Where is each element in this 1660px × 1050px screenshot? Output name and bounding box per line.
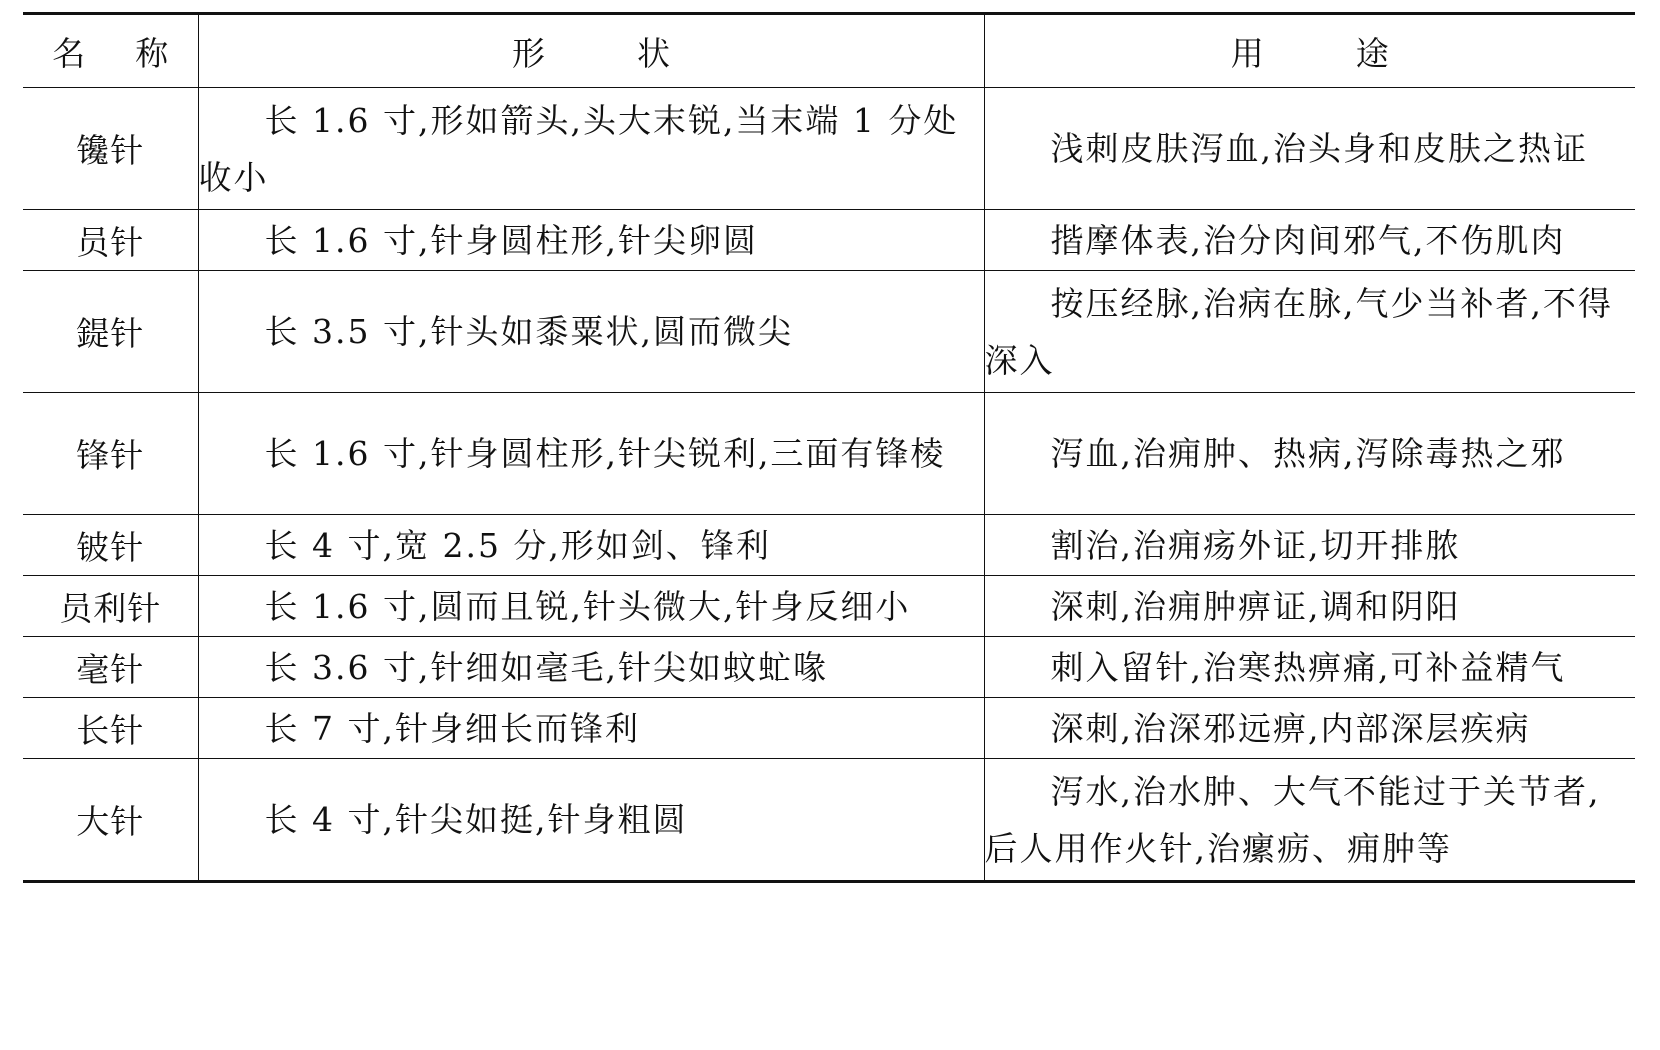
table-row xyxy=(23,271,1635,393)
needle-name: 员利针 xyxy=(59,588,162,628)
table-row xyxy=(23,759,1635,882)
needle-shape: 长 1.6 寸,形如箭头,头大末锐,当末端 1 分处收小 xyxy=(198,88,984,210)
needle-usage: 刺入留针,治寒热痹痛,可补益精气 xyxy=(984,637,1635,698)
needle-usage: 浅刺皮肤泻血,治头身和皮肤之热证 xyxy=(984,88,1635,210)
needle-usage: 深刺,治深邪远痹,内部深层疾病 xyxy=(984,698,1635,759)
table-row xyxy=(23,637,1635,698)
needle-shape: 长 1.6 寸,针身圆柱形,针尖锐利,三面有锋棱 xyxy=(198,393,984,515)
needle-shape: 长 4 寸,针尖如挺,针身粗圆 xyxy=(198,759,984,882)
table-row xyxy=(23,576,1635,637)
needle-name: 员针 xyxy=(76,222,145,262)
needle-shape: 长 7 寸,针身细长而锋利 xyxy=(198,698,984,759)
table-row xyxy=(23,515,1635,576)
header-usage: 用 途 xyxy=(984,14,1635,88)
table-header-row xyxy=(23,14,1635,88)
table-row xyxy=(23,210,1635,271)
needle-usage: 泻水,治水肿、大气不能过于关节者,后人用作火针,治瘰疬、痈肿等 xyxy=(984,759,1635,882)
needle-usage: 揩摩体表,治分肉间邪气,不伤肌肉 xyxy=(984,210,1635,271)
needle-shape: 长 3.5 寸,针头如黍粟状,圆而微尖 xyxy=(198,271,984,393)
needle-usage: 深刺,治痈肿痹证,调和阴阳 xyxy=(984,576,1635,637)
needle-name: 镵针 xyxy=(76,131,145,170)
needle-shape: 长 3.6 寸,针细如毫毛,针尖如蚊虻喙 xyxy=(198,637,984,698)
page xyxy=(23,12,1635,883)
needle-shape: 长 1.6 寸,圆而且锐,针头微大,针身反细小 xyxy=(198,576,984,637)
header-name: 名 称 xyxy=(52,33,169,73)
needle-name: 铍针 xyxy=(76,527,145,567)
needle-name: 毫针 xyxy=(76,649,145,689)
needle-name: 大针 xyxy=(76,802,145,841)
needle-usage: 按压经脉,治病在脉,气少当补者,不得深入 xyxy=(984,271,1635,393)
needle-usage: 割治,治痈疡外证,切开排脓 xyxy=(984,515,1635,576)
table-row xyxy=(23,88,1635,210)
header-shape: 形 状 xyxy=(198,14,984,88)
nine-needles-table xyxy=(23,12,1635,883)
table-row xyxy=(23,393,1635,515)
needle-name: 鍉针 xyxy=(76,314,145,353)
needle-usage: 泻血,治痈肿、热病,泻除毒热之邪 xyxy=(984,393,1635,515)
needle-shape: 长 4 寸,宽 2.5 分,形如剑、锋利 xyxy=(198,515,984,576)
needle-name: 长针 xyxy=(76,710,145,750)
needle-shape: 长 1.6 寸,针身圆柱形,针尖卵圆 xyxy=(198,210,984,271)
needle-name: 锋针 xyxy=(76,436,145,475)
table-row xyxy=(23,698,1635,759)
